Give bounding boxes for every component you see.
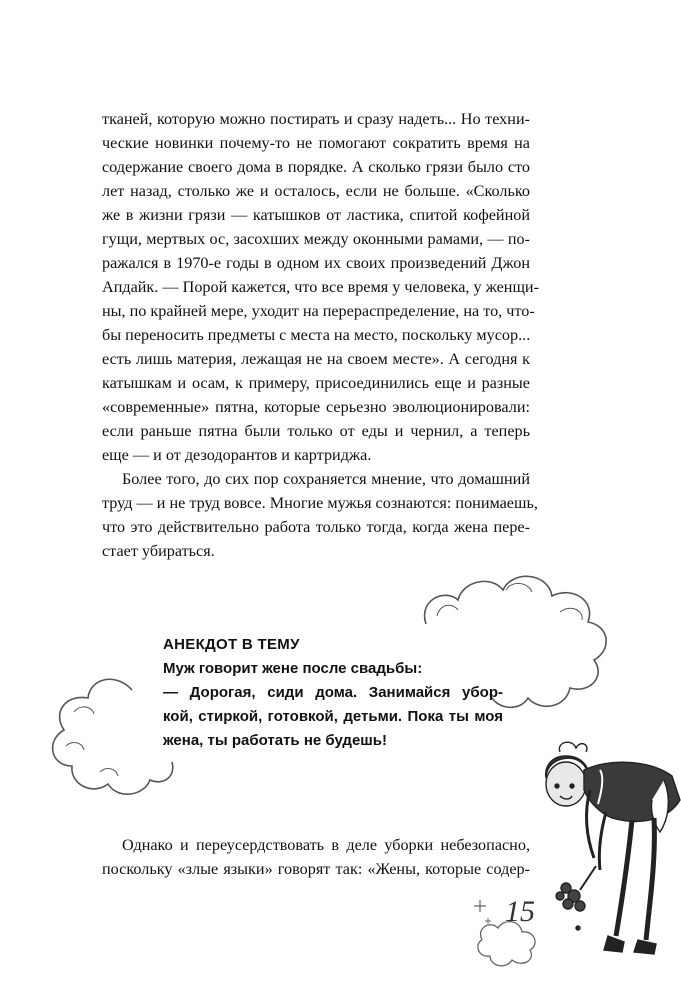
joke-line: жена, ты работать не будешь! xyxy=(163,732,388,749)
text-line: «современные» пятна, которые серьезно эволюционировали: xyxy=(102,398,530,416)
maid-illustration xyxy=(546,742,680,954)
text-line: же в жизни грязи — катышков от ластика, спитой кофейной xyxy=(102,206,530,224)
text-line: ческие новинки почему-то не помогают сократить время на xyxy=(102,134,530,152)
text-line: есть лишь материя, лежащая не на своем месте». А сегодня к xyxy=(102,350,530,368)
paragraph-2 xyxy=(102,467,538,563)
text-line: гущи, мертвых ос, засохших между оконными рамами, — по- xyxy=(102,230,530,248)
page-number: 15 xyxy=(505,895,535,928)
text-line: катышкам и осам, к примеру, присоединились еще и разные xyxy=(102,374,530,392)
text-line: бы переносить предметы с места на место, поскольку мусор... xyxy=(102,326,531,344)
text-line: стает убираться. xyxy=(102,542,215,560)
text-line: лет назад, столько же и осталось, если не больше. «Сколько xyxy=(102,182,530,200)
text-line: тканей, которую можно постирать и сразу надеть... Но техни- xyxy=(102,110,530,128)
text-line: ражался в 1970-е годы в одном их своих произведений Джон xyxy=(102,254,530,272)
text-line: что это действительно работа только тогда, когда жена пере- xyxy=(102,518,530,536)
paragraph-3 xyxy=(102,833,530,881)
text-line: ны, по крайней мере, уходит на перераспределение, на то, что- xyxy=(102,302,535,320)
paragraph-1 xyxy=(102,107,539,467)
joke-line: кой, стиркой, готовкой, детьми. Пока ты моя xyxy=(163,708,503,725)
text-line: Апдайк. — Порой кажется, что все время у человека, у женщи- xyxy=(102,278,539,296)
text-line: содержание своего дома в порядке. А сколько грязи было сто xyxy=(102,158,530,176)
joke-line: — Дорогая, сиди дома. Занимайся убор- xyxy=(163,684,503,701)
text-line: поскольку «злые языки» говорят так: «Жены, которые содер- xyxy=(102,860,530,878)
joke-box xyxy=(163,633,503,753)
text-line: еще — и от дезодорантов и картриджа. xyxy=(102,446,372,464)
joke-title: АНЕКДОТ В ТЕМУ xyxy=(163,636,300,653)
cloud-left-illustration xyxy=(53,679,173,794)
text-line: если раньше пятна были только от еды и чернил, а теперь xyxy=(102,422,530,440)
joke-line: Муж говорит жене после свадьбы: xyxy=(163,660,423,677)
text-line: Однако и переусердствовать в деле уборки небезопасно, xyxy=(122,836,530,854)
text-line: Более того, до сих пор сохраняется мнение, что домашний xyxy=(122,470,530,488)
text-line: труд — и не труд вовсе. Многие мужья сознаются: понимаешь, xyxy=(102,494,538,512)
